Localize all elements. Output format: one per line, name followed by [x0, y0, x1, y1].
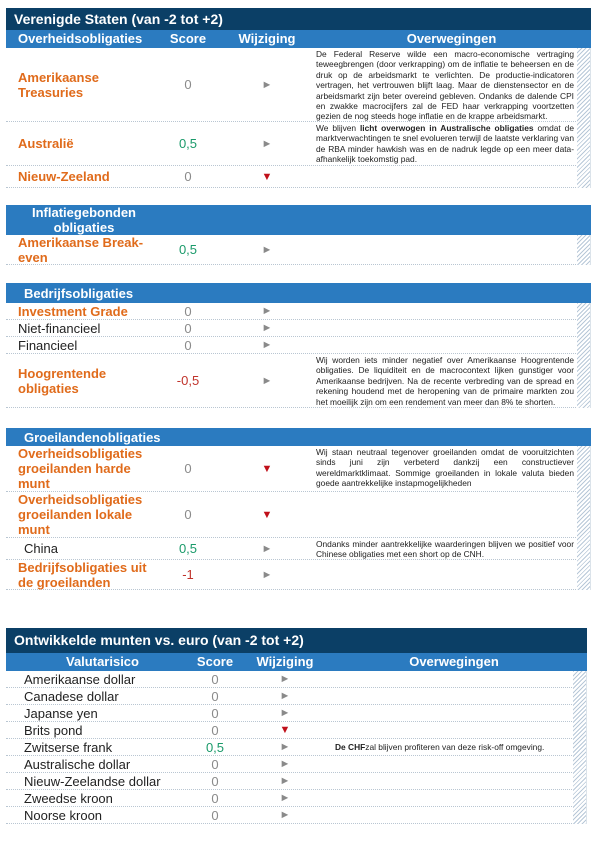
- row-comment: [312, 560, 590, 589]
- row-comment: [312, 337, 590, 353]
- row-name: Niet-financieel: [6, 320, 154, 336]
- row-name: Amerikaanse Break-even: [6, 235, 154, 264]
- row-score: 0,5: [154, 538, 222, 559]
- row-name: Canadese dollar: [6, 688, 181, 704]
- row-name: Australië: [6, 122, 154, 165]
- inflation-table: [6, 235, 591, 265]
- table-row: [6, 705, 586, 722]
- row-comment: [321, 671, 586, 687]
- row-score: 0: [154, 303, 222, 319]
- row-comment: Wij staan neutraal tegenover groeilanden omdat de vooruitzichten sinds juni zijn verbeterd dankzij een constructiever wereldmarktklimaat. Sommige groeilanden in lokale valuta bieden goede aantrekkelijke instapmogelijkheden: [316, 447, 574, 489]
- fx-table: [6, 671, 587, 824]
- row-name: Investment Grade: [6, 303, 154, 319]
- arrow-right-icon: ►: [249, 705, 321, 721]
- row-comment: We blijven licht overwogen in Australische obligaties omdat de marktverwachtingen te snel evolueren terwijl de laatste verklaring van de RBA minder hawkish was en de nadruk legde op een meer data-afhankelijk toekomstig pad.: [316, 123, 574, 165]
- row-score: 0: [181, 756, 249, 772]
- table-row: [6, 560, 590, 590]
- row-score: 0: [154, 48, 222, 121]
- header-considerations: Overwegingen: [406, 31, 497, 46]
- arrow-right-icon: ►: [249, 688, 321, 704]
- row-name: Amerikaanse dollar: [6, 671, 181, 687]
- row-name: Bedrijfsobligaties uit de groeilanden: [6, 560, 154, 589]
- row-comment: [321, 807, 586, 823]
- table-row: [6, 790, 586, 807]
- row-comment: [312, 303, 590, 319]
- arrow-right-icon: ►: [249, 807, 321, 823]
- row-name: Financieel: [6, 337, 154, 353]
- header-change: Wijziging: [238, 31, 296, 46]
- row-score: 0: [154, 337, 222, 353]
- table-row: [6, 303, 590, 320]
- table-row: [6, 166, 590, 188]
- row-score: 0,5: [154, 122, 222, 165]
- arrow-right-icon: ►: [222, 48, 312, 121]
- fx-header-row: [6, 653, 587, 671]
- table-row: [6, 446, 590, 492]
- header-score: Score: [169, 31, 207, 46]
- arrow-down-icon: ▼: [222, 492, 312, 537]
- table-row: [6, 354, 590, 408]
- row-comment: Wij worden iets minder negatief over Amerikaanse Hoogrentende obligaties. De liquiditeit en de macrocontext lijken gunstiger voor Amerikaanse bedrijven. Na de recente verbreding van de spread en rekening houdend met de heropening van de primaire markten zou het moeilijk zijn om een rendement van meer dan 8% te shorten.: [316, 355, 574, 407]
- row-name: Nieuw-Zeelandse dollar: [6, 773, 181, 789]
- row-comment: [321, 756, 586, 772]
- table-row: [6, 688, 586, 705]
- row-comment: [321, 688, 586, 704]
- table-row: [6, 337, 590, 354]
- row-comment: De Federal Reserve wilde een macro-economische vertraging teweegbrengen (door verkrapping) om de inflatie te beheersen en de druk op de arbeidsmarkt te verlichten. De productie-indicatoren vertragen, het vertrouwen blijft laag. Maar de dienstensector en de arbeidsmarkt zijn beter overeind gebleven. Ondanks de dalende CPI en zwakke macrocijfers zal de FED haar verkrapping voortzetten gezien de nog steeds hoge inflatie en de krappe arbeidsmarkt.: [316, 49, 574, 122]
- arrow-down-icon: ▼: [249, 722, 321, 738]
- row-score: 0: [181, 722, 249, 738]
- bonds-header-row: [6, 30, 591, 48]
- row-comment: Ondanks minder aantrekkelijke waarderingen blijven we positief voor Chinese obligaties met een short op de CNH.: [316, 539, 574, 560]
- row-score: 0: [181, 688, 249, 704]
- inflation-section-title: Inflatiegebonden obligaties: [6, 205, 154, 235]
- row-score: 0,5: [181, 739, 249, 755]
- row-comment: [312, 320, 590, 336]
- row-name: Noorse kroon: [6, 807, 181, 823]
- table-row: [6, 739, 586, 756]
- fx-title: Ontwikkelde munten vs. euro (van -2 tot +2): [6, 628, 587, 653]
- arrow-right-icon: ►: [222, 354, 312, 407]
- row-name: Hoogrentende obligaties: [6, 354, 154, 407]
- arrow-right-icon: ►: [222, 337, 312, 353]
- row-score: 0: [154, 492, 222, 537]
- row-name: Zwitserse frank: [6, 739, 181, 755]
- row-score: 0: [181, 773, 249, 789]
- row-comment: [321, 790, 586, 806]
- arrow-right-icon: ►: [222, 538, 312, 559]
- table-row: [6, 538, 590, 560]
- table-row: [6, 122, 590, 166]
- row-score: 0: [154, 320, 222, 336]
- header-change: Wijziging: [256, 654, 314, 669]
- arrow-right-icon: ►: [249, 773, 321, 789]
- row-score: 0: [154, 166, 222, 187]
- row-score: 0: [181, 790, 249, 806]
- corporate-section-title: Bedrijfsobligaties: [6, 283, 591, 303]
- row-comment: [321, 722, 586, 738]
- bonds-title: Verenigde Staten (van -2 tot +2): [6, 8, 591, 30]
- row-comment: De CHF zal blijven profiteren van deze risk-off omgeving.: [335, 741, 545, 752]
- table-row: [6, 235, 590, 265]
- row-score: 0: [154, 446, 222, 491]
- table-row: [6, 722, 586, 739]
- row-name: Zweedse kroon: [6, 790, 181, 806]
- arrow-right-icon: ►: [222, 303, 312, 319]
- row-score: 0,5: [154, 235, 222, 264]
- emerging-section-title: Groeilandenobligaties: [6, 428, 591, 446]
- header-score: Score: [196, 654, 234, 669]
- row-score: 0: [181, 671, 249, 687]
- row-score: -0,5: [154, 354, 222, 407]
- row-name: Brits pond: [6, 722, 181, 738]
- row-comment: [321, 705, 586, 721]
- row-name: Amerikaanse Treasuries: [6, 48, 154, 121]
- header-government-bonds: Overheidsobligaties: [18, 31, 143, 46]
- table-row: [6, 773, 586, 790]
- header-considerations: Overwegingen: [409, 654, 499, 669]
- bonds-panel: [6, 8, 591, 590]
- row-name: Overheidsobligaties groeilanden lokale munt: [6, 492, 154, 537]
- row-name: Overheidsobligaties groeilanden harde munt: [6, 446, 154, 491]
- table-row: [6, 807, 586, 824]
- arrow-right-icon: ►: [249, 756, 321, 772]
- arrow-down-icon: ▼: [222, 166, 312, 187]
- government-bonds-table: [6, 48, 591, 188]
- header-currency-risk: Valutarisico: [66, 654, 139, 669]
- arrow-right-icon: ►: [249, 790, 321, 806]
- row-name: China: [6, 538, 154, 559]
- arrow-right-icon: ►: [222, 122, 312, 165]
- table-row: [6, 492, 590, 538]
- row-name: Japanse yen: [6, 705, 181, 721]
- row-score: 0: [181, 705, 249, 721]
- table-row: [6, 48, 590, 122]
- emerging-table: [6, 446, 591, 590]
- row-comment: [312, 492, 590, 537]
- arrow-right-icon: ►: [249, 739, 321, 755]
- row-comment: [312, 235, 590, 264]
- row-name: Australische dollar: [6, 756, 181, 772]
- arrow-right-icon: ►: [249, 671, 321, 687]
- arrow-right-icon: ►: [222, 235, 312, 264]
- table-row: [6, 671, 586, 688]
- row-comment: [321, 773, 586, 789]
- corporate-table: [6, 303, 591, 408]
- arrow-right-icon: ►: [222, 320, 312, 336]
- row-name: Nieuw-Zeeland: [6, 166, 154, 187]
- arrow-right-icon: ►: [222, 560, 312, 589]
- row-comment: [312, 166, 590, 187]
- table-row: [6, 320, 590, 337]
- table-row: [6, 756, 586, 773]
- row-score: 0: [181, 807, 249, 823]
- fx-panel: [6, 628, 587, 824]
- arrow-down-icon: ▼: [222, 446, 312, 491]
- row-score: -1: [154, 560, 222, 589]
